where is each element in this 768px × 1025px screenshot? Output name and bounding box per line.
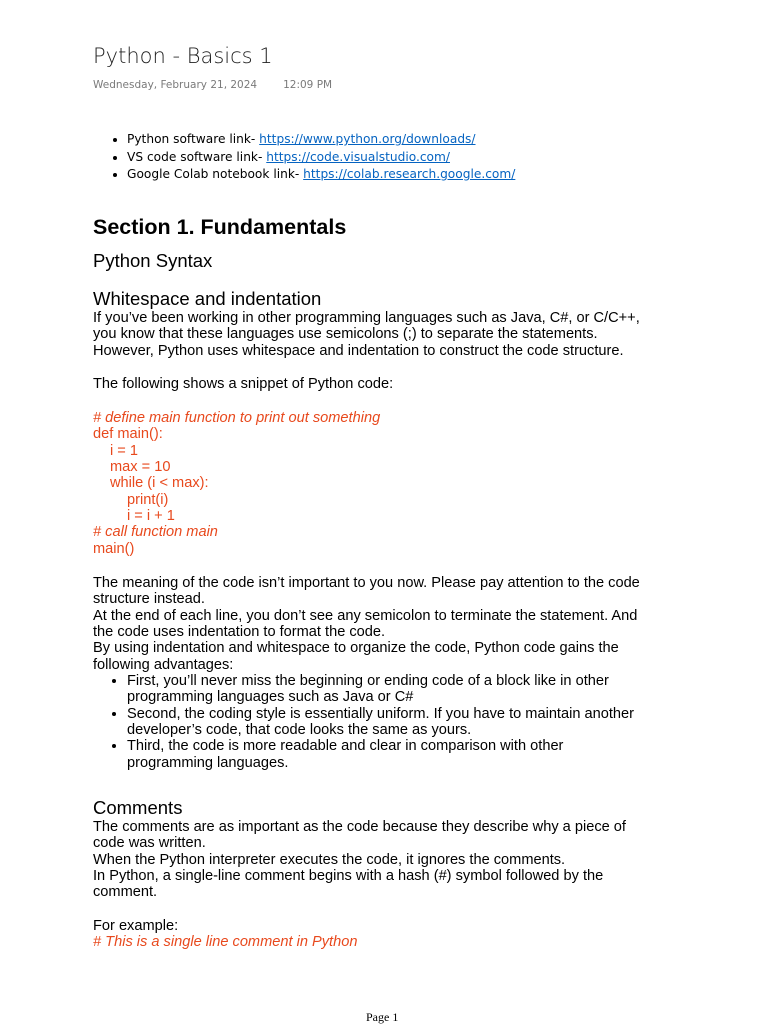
list-item-text: Third, the code is more readable and clear in comparison with other xyxy=(127,738,564,755)
example-code xyxy=(93,934,357,950)
list-item-text: Second, the coding style is essentially uniform. If you have to maintain another xyxy=(127,705,635,722)
paragraph-line: the code uses indentation to format the code. xyxy=(93,624,386,641)
paragraph-line: However, Python uses whitespace and indentation to construct the code structure. xyxy=(93,342,624,359)
paragraph-line: For example: xyxy=(93,918,179,934)
paragraph-line: The following shows a snippet of Python code: xyxy=(93,376,394,392)
code-line: i = 1 xyxy=(110,442,138,459)
code-line: def main(): xyxy=(93,426,163,443)
paragraph-line: By using indentation and whitespace to organize the code, Python code gains the xyxy=(93,640,619,657)
python-syntax-heading: Python Syntax xyxy=(93,250,213,271)
list-item xyxy=(127,738,693,771)
code-line: max = 10 xyxy=(110,459,171,476)
example-label xyxy=(93,918,693,934)
list-item-text: First, you’ll never miss the beginning or ending code of a block like in other xyxy=(127,673,609,690)
python-download-link[interactable]: https://www.python.org/downloads/ xyxy=(259,132,476,146)
paragraph-line: you know that these languages use semicolons (;) to separate the statements. xyxy=(93,326,598,343)
paragraph-line: The comments are as important as the code because they describe why a piece of xyxy=(93,819,626,835)
code-line: # This is a single line comment in Python xyxy=(93,934,358,950)
list-item xyxy=(127,166,515,184)
whitespace-paragraph xyxy=(93,310,693,359)
page-number: Page 1 xyxy=(366,1010,399,1024)
advantages-list xyxy=(93,673,693,771)
list-item-text: developer’s code, that code looks the same as yours. xyxy=(127,722,472,739)
paragraph-line: In Python, a single-line comment begins with a hash (#) symbol followed by the xyxy=(93,868,604,885)
colab-link[interactable]: https://colab.research.google.com/ xyxy=(303,167,516,181)
paragraph-line: structure instead. xyxy=(93,591,205,608)
paragraph-line: At the end of each line, you don’t see any semicolon to terminate the statement. And xyxy=(93,607,638,624)
paragraph-line: The meaning of the code isn’t important to you now. Please pay attention to the code xyxy=(93,575,640,591)
code-line: main() xyxy=(93,540,135,557)
code-snippet xyxy=(93,410,380,557)
list-item xyxy=(127,149,515,167)
section-heading: Section 1. Fundamentals xyxy=(93,215,347,239)
page-title: Python - Basics 1 xyxy=(93,44,273,68)
whitespace-heading: Whitespace and indentation xyxy=(93,288,322,309)
link-label: VS code software link- xyxy=(127,149,267,164)
code-line: i = i + 1 xyxy=(127,508,175,525)
link-label: Python software link- xyxy=(127,132,260,146)
page-timestamp xyxy=(93,79,332,91)
code-line: while (i < max): xyxy=(110,475,209,492)
code-line: print(i) xyxy=(127,491,169,508)
paragraph-line: code was written. xyxy=(93,835,206,852)
link-label: Google Colab notebook link- xyxy=(127,167,304,181)
paragraph-line: If you’ve been working in other programming languages such as Java, C#, or C/C++, xyxy=(93,310,640,326)
page-date: Wednesday, February 21, 2024 xyxy=(93,79,258,91)
comments-paragraph xyxy=(93,819,693,901)
paragraph-line: following advantages: xyxy=(93,656,234,673)
list-item-text: programming languages. xyxy=(127,754,289,771)
comments-heading: Comments xyxy=(93,797,183,818)
software-links-list xyxy=(93,131,515,184)
list-item xyxy=(127,131,515,149)
meaning-paragraph xyxy=(93,575,693,771)
page-time: 12:09 PM xyxy=(283,79,333,91)
list-item xyxy=(127,673,693,706)
paragraph-line: comment. xyxy=(93,884,158,901)
code-line: # call function main xyxy=(93,524,218,541)
snippet-intro xyxy=(93,376,693,392)
vscode-download-link[interactable]: https://code.visualstudio.com/ xyxy=(266,149,450,164)
list-item-text: programming languages such as Java or C# xyxy=(127,689,414,706)
code-line: # define main function to print out something xyxy=(93,410,381,426)
paragraph-line: When the Python interpreter executes the code, it ignores the comments. xyxy=(93,851,566,868)
list-item xyxy=(127,706,693,739)
